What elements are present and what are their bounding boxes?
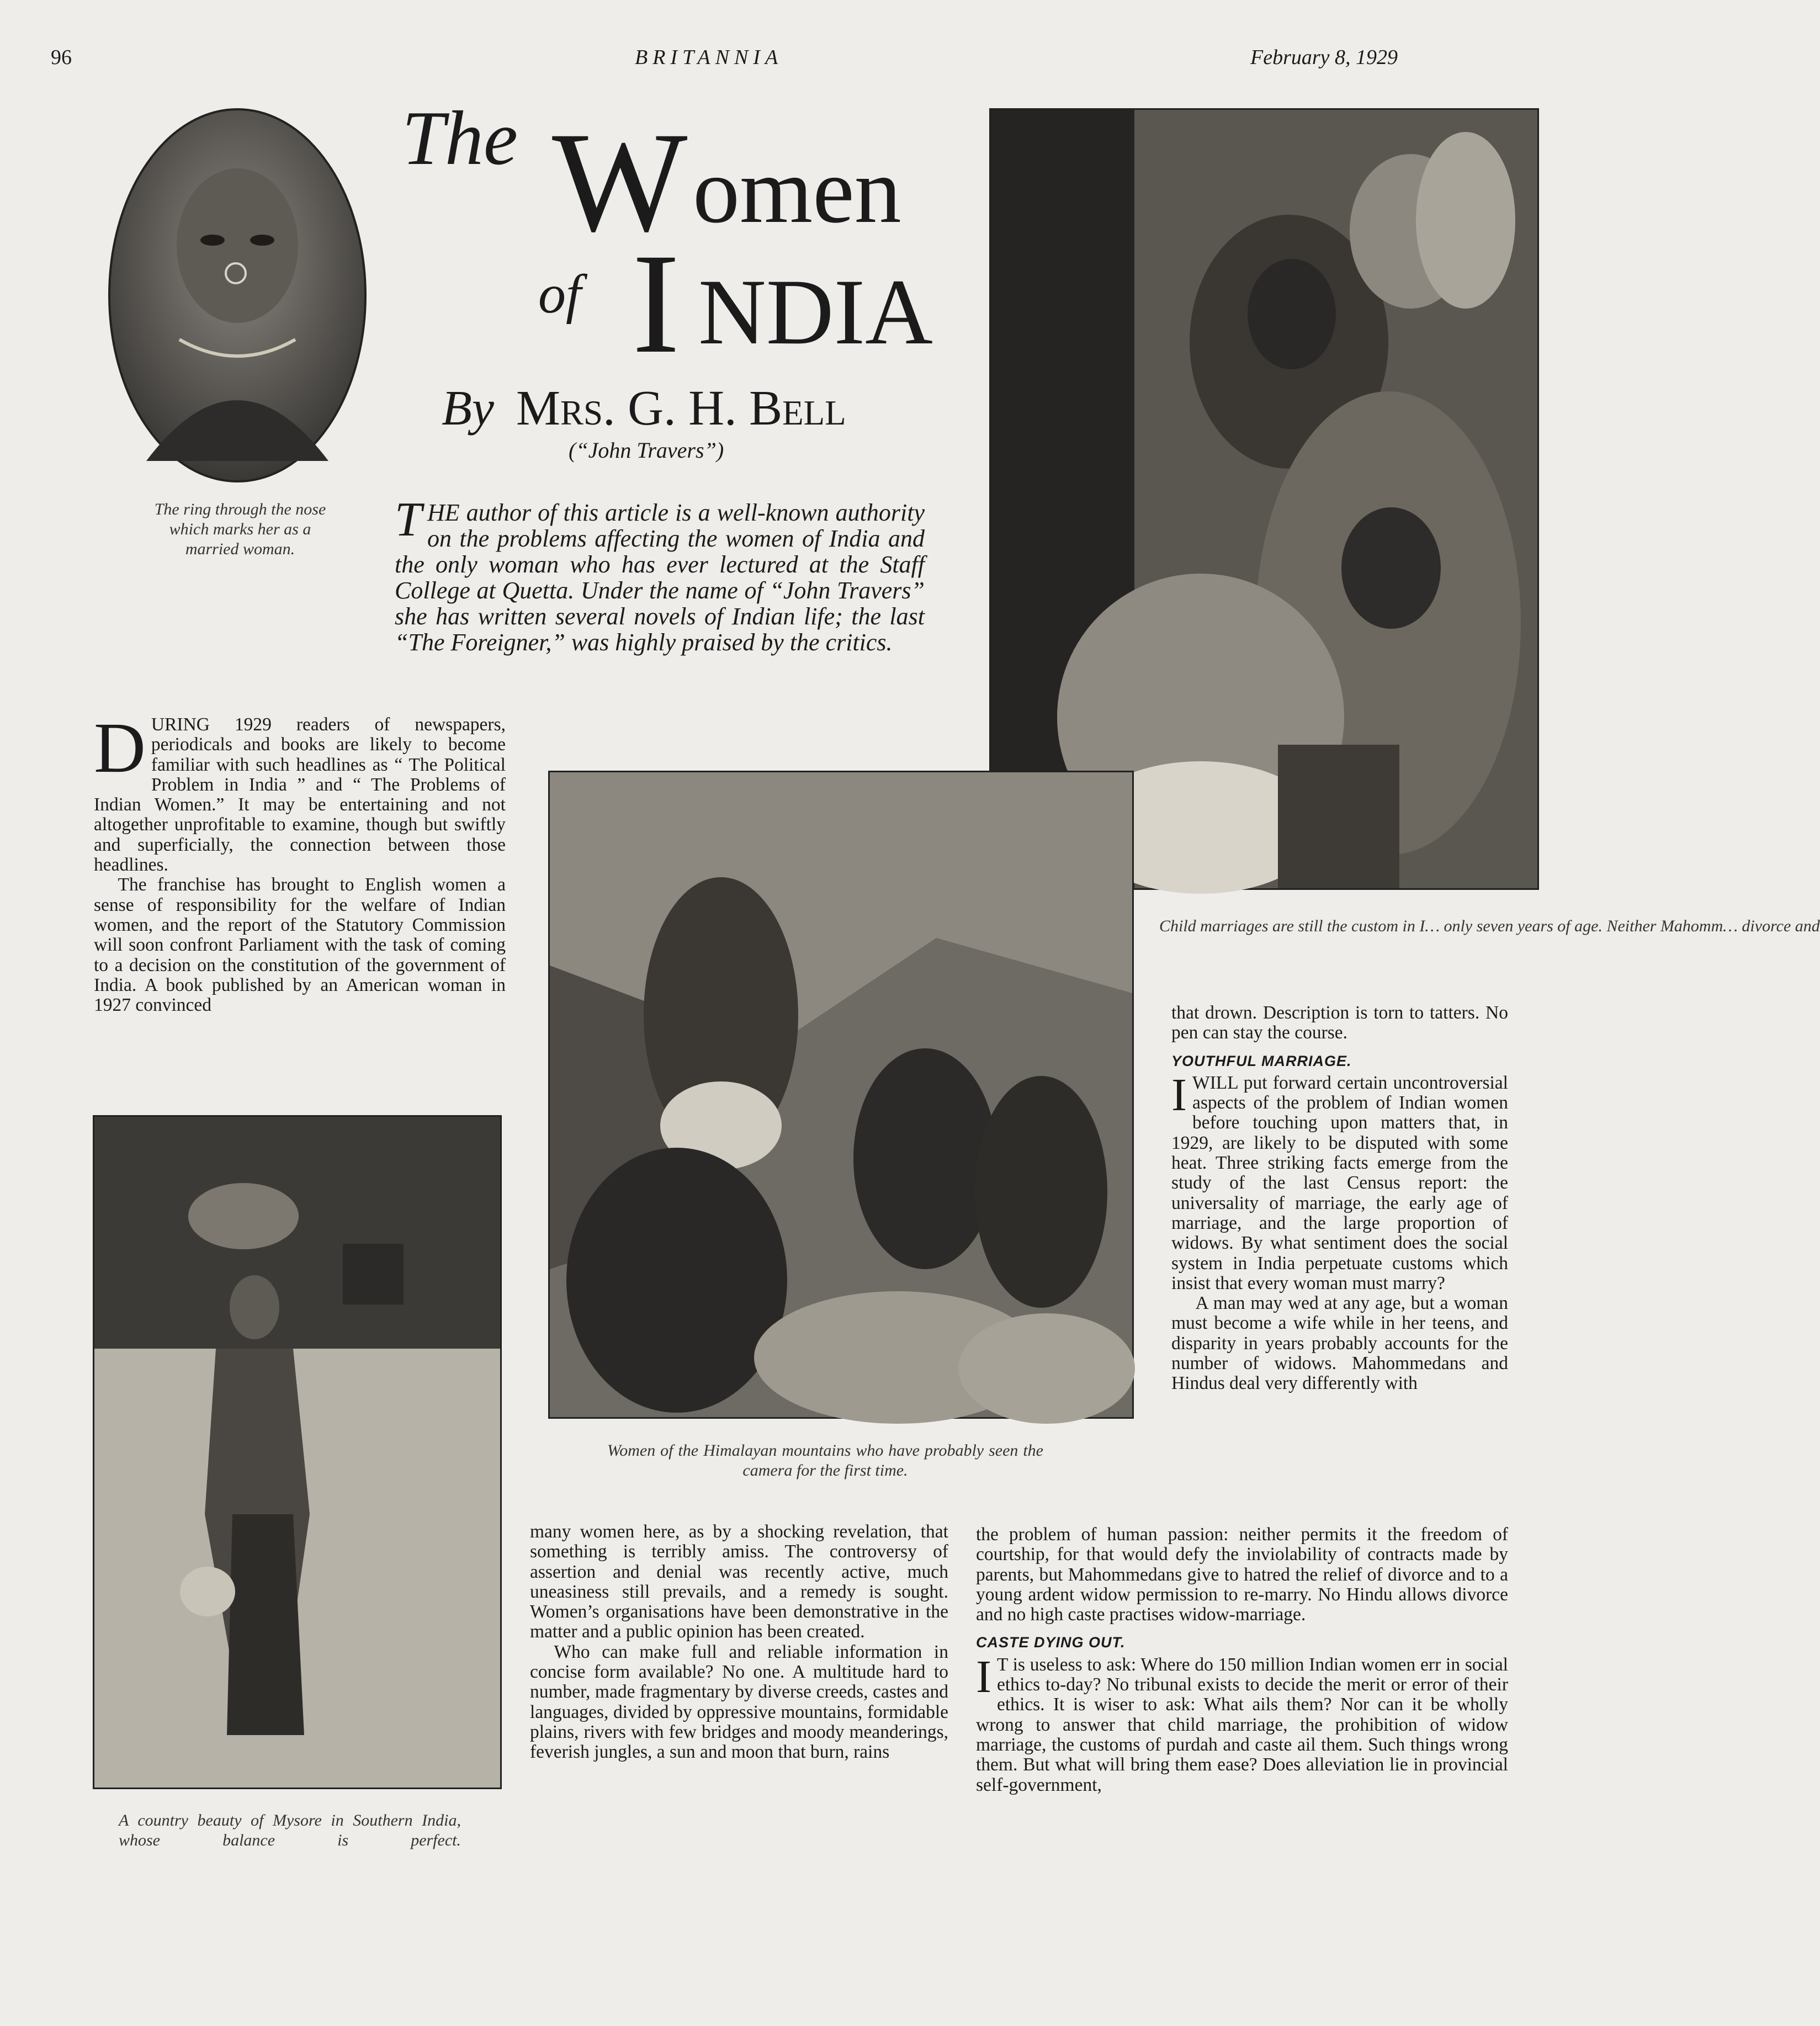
column-1-text (94, 708, 506, 1016)
col1-paragraph-1: URING 1929 readers of newspapers, periodicals and books are likely to become familiar with such headlines as “ The Political Problem in India ” and “ The Problems of Indian Women.” It may be entertaining and not altogether unprofitable to examine, though but swiftly and superficially, the connection between those headlines. (94, 714, 506, 876)
oval-portrait-photo (108, 108, 367, 483)
byline-author: Mrs. G. H. Bell (516, 381, 846, 436)
byline-pen-name: (“John Travers”) (569, 438, 724, 463)
mysore-woman-photo (93, 1115, 502, 1789)
byline-by: By (442, 381, 494, 436)
title-omen: omen (693, 139, 901, 242)
page-number: 96 (51, 46, 72, 69)
mysore-photo-caption: A country beauty of Mysore in Southern India, whose balance is perfect. (119, 1811, 461, 1849)
himalayan-women-photo (548, 771, 1134, 1419)
col1-paragraph-2: The franchise has brought to English women a sense of responsibility for the welfare of Indian women, and the report of the Statutory Commission will soon confront Parliament with the task of coming to a decision on the constitution of the government of India. A book published by an American woman in 1927 convinced (94, 874, 506, 1016)
title-w: W (552, 103, 688, 262)
himalayan-photo-caption: Women of the Himalayan mountains who have probably seen the camera for the first time. (607, 1441, 1043, 1479)
wide-paragraph-2: T is useless to ask: Where do 150 million Indian women err in social ethics to-day? No tribunal exists to decide the merit or error of their ethics. It is wiser to ask: What ails them? Nor can it be wholly wrong to answer that child marriage, the prohibition of widow marriage, the customs of purdah and caste ail them. Such things wrong them. But what will bring them ease? Does alleviation lie in provincial self-government, (976, 1654, 1508, 1795)
issue-date: February 8, 1929 (1250, 46, 1398, 69)
wide-dropcap: I (976, 1651, 991, 1703)
subhead-caste-dying-out: CASTE DYING OUT. (976, 1634, 1126, 1651)
col3-dropcap: I (1171, 1069, 1187, 1121)
publication-name: BRITANNIA (635, 46, 783, 69)
title-the: The (402, 96, 518, 181)
title-i: I (632, 224, 680, 383)
wide-column-text (976, 1525, 1508, 1795)
col3-paragraph-1: WILL put forward certain uncontroversial aspects of the problem of Indian women before touching upon matters that, in 1929, are likely to be disputed with some heat. Three striking facts emerge from the study of the last Census report: the universality of marriage, the early age of marriage, and the large proportion of widows. By what sentiment does the social system in India perpetuate customs which insist that every woman must marry? (1171, 1072, 1508, 1293)
column-3-text (1171, 1003, 1508, 1394)
title-of: of (538, 263, 581, 325)
oval-photo-caption: The ring through the nose which marks her as a married woman. (154, 500, 326, 558)
col3-paragraph-2: A man may wed at any age, but a woman must become a wife while in her teens, and disparity in years probably accounts for the number of widows. Mahommedans and Hindus deal very differently with (1171, 1293, 1508, 1394)
wide-paragraph-1: the problem of human passion: neither permits it the freedom of courtship, for that would defy the inviolability of contracts made by parents, but Mahommedans give to hatred the relief of divorce and to a young ardent widow permission to re-marry. No Hindu allows divorce and no high caste practises widow-marriage. (976, 1524, 1508, 1625)
col2-paragraph-2: Who can make full and reliable information in concise form available? No one. A multitude hard to number, made fragmentary by diverse creeds, castes and languages, divided by oppressive mountains, formidable plains, rivers with few bridges and moody meanderings, feverish jungles, a sun and moon that burn, rains (530, 1641, 948, 1763)
column-2-text (530, 1522, 948, 1763)
intro-paragraph (395, 493, 925, 656)
col3-paragraph-0: that drown. Description is torn to tatters. No pen can stay the course. (1171, 1003, 1508, 1043)
child-marriage-caption: Child marriages are still the custom in I… only seven years of age. Neither Mahomm… divorce and (1159, 917, 1820, 935)
col2-paragraph-1: many women here, as by a shocking revelation, that something is terribly amiss. The controversy of assertion and denial was recently active, much uneasiness still prevails, and a remedy is sought. Women’s organisations have been demonstrative in the matter and a public opinion has been created. (530, 1521, 948, 1642)
title-ndia: NDIA (698, 260, 933, 364)
subhead-youthful-marriage: YOUTHFUL MARRIAGE. (1171, 1052, 1352, 1069)
intro-text: HE author of this article is a well-known authority on the problems affecting the women of India and the only woman who has ever lectured at the Staff College at Quetta. Under the name of “John Travers” she has written several novels of Indian life; the last “The Foreigner,” was highly praised by the critics. (395, 499, 925, 656)
col1-dropcap: D (94, 708, 146, 788)
intro-dropcap: T (395, 493, 422, 547)
